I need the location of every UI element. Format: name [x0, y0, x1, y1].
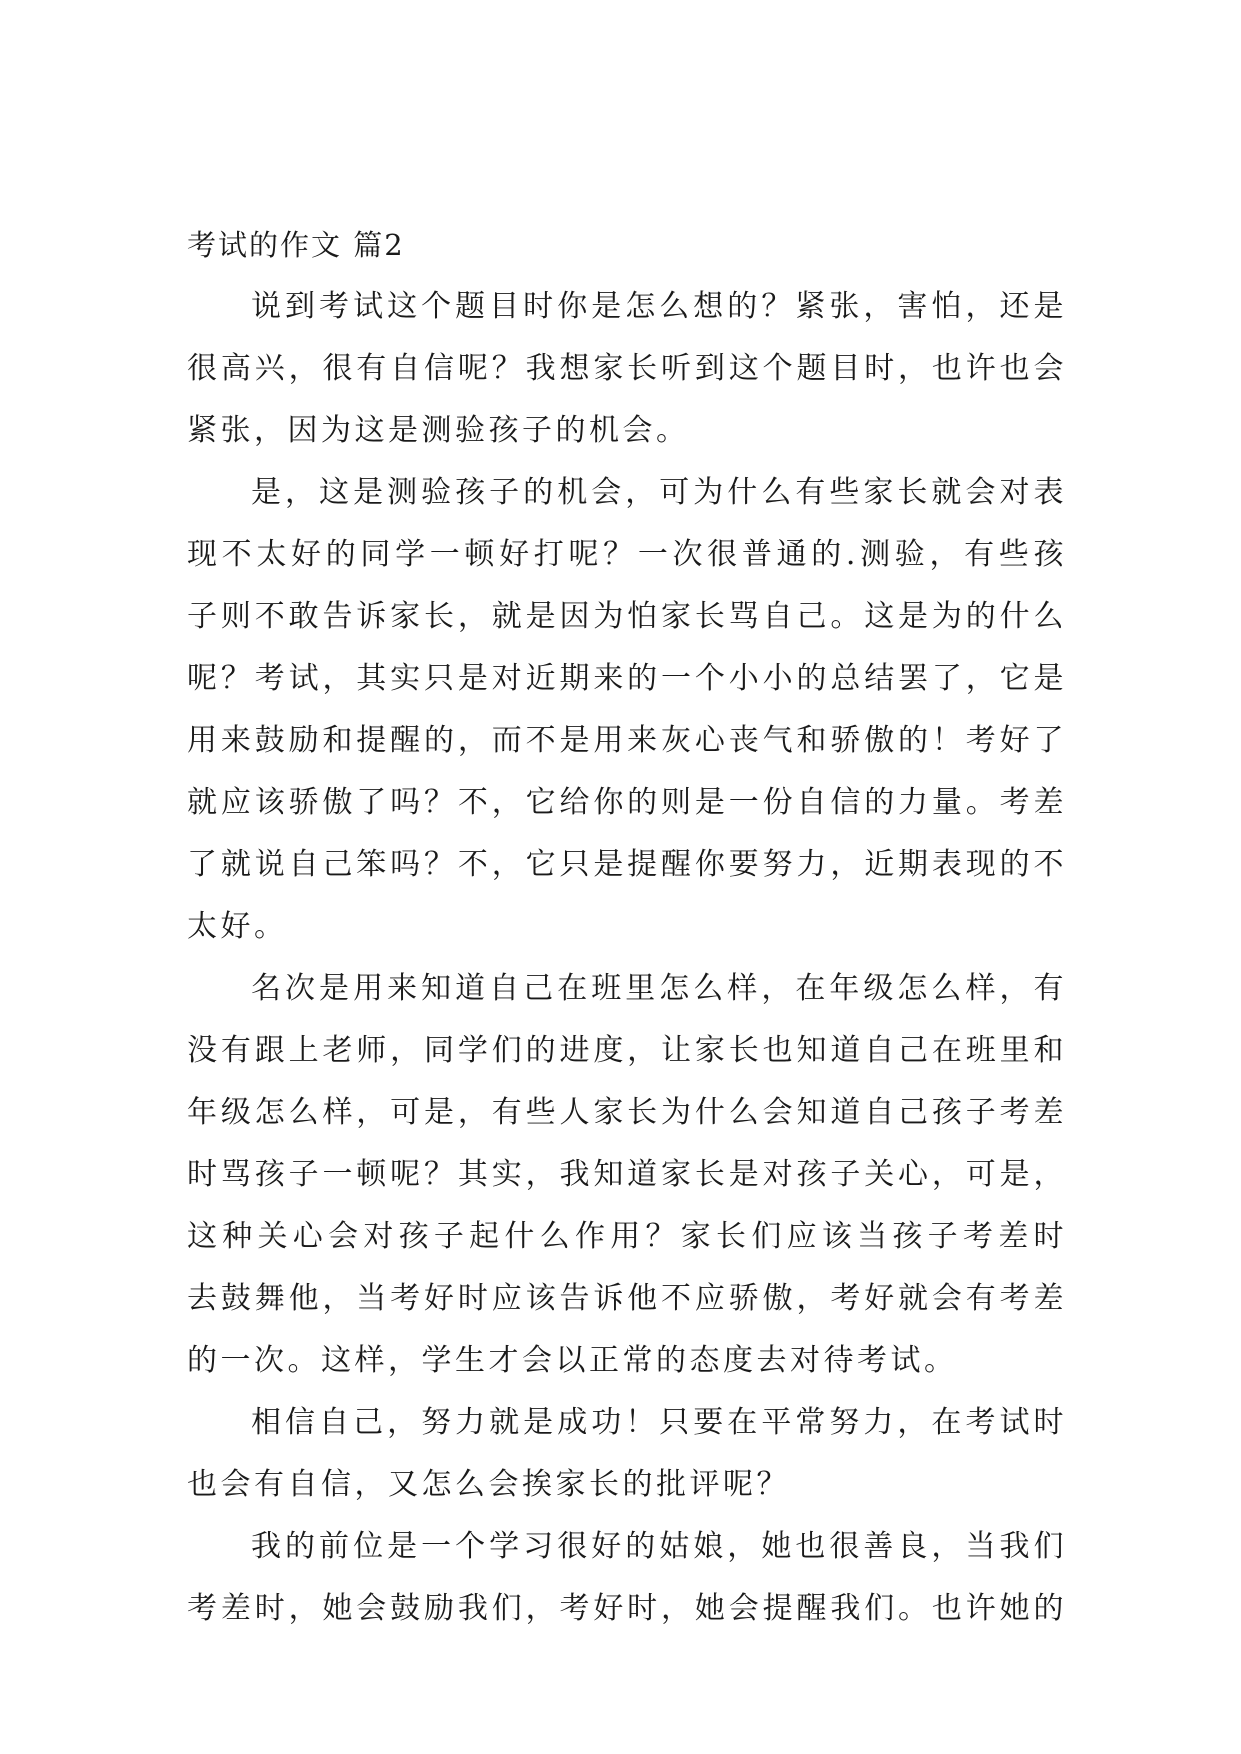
- paragraph-line: 考差时，她会鼓励我们，考好时，她会提醒我们。也许她的: [187, 1591, 1067, 1626]
- document-body: [187, 214, 1067, 1640]
- paragraph-line: 太好。: [187, 909, 288, 944]
- essay-paragraphs: [187, 276, 1067, 1640]
- essay-paragraph: [187, 462, 1067, 958]
- paragraph-line: 说到考试这个题目时你是怎么想的？紧张，害怕，还是: [251, 289, 1067, 324]
- paragraph-line: 用来鼓励和提醒的，而不是用来灰心丧气和骄傲的！考好了: [187, 723, 1067, 758]
- paragraph-line: 了就说自己笨吗？不，它只是提醒你要努力，近期表现的不: [187, 847, 1067, 882]
- paragraph-line: 就应该骄傲了吗？不，它给你的则是一份自信的力量。考差: [187, 785, 1067, 820]
- paragraph-line: 名次是用来知道自己在班里怎么样，在年级怎么样，有: [251, 971, 1067, 1006]
- paragraph-line: 紧张，因为这是测验孩子的机会。: [187, 413, 690, 448]
- paragraph-line: 很高兴，很有自信呢？我想家长听到这个题目时，也许也会: [187, 351, 1067, 386]
- paragraph-line: 现不太好的同学一顿好打呢？一次很普通的.测验，有些孩: [187, 537, 1067, 572]
- paragraph-line: 我的前位是一个学习很好的姑娘，她也很善良，当我们: [251, 1529, 1067, 1564]
- paragraph-line: 没有跟上老师，同学们的进度，让家长也知道自己在班里和: [187, 1033, 1067, 1068]
- paragraph-line: 时骂孩子一顿呢？其实，我知道家长是对孩子关心，可是，: [187, 1157, 1067, 1192]
- paragraph-line: 呢？考试，其实只是对近期来的一个小小的总结罢了，它是: [187, 661, 1067, 696]
- essay-paragraph: [187, 276, 1067, 462]
- paragraph-line: 去鼓舞他，当考好时应该告诉他不应骄傲，考好就会有考差: [187, 1281, 1067, 1316]
- paragraph-line: 相信自己，努力就是成功！只要在平常努力，在考试时: [251, 1405, 1067, 1440]
- paragraph-line: 的一次。这样，学生才会以正常的态度去对待考试。: [187, 1343, 958, 1378]
- essay-paragraph: [187, 1516, 1067, 1640]
- paragraph-line: 是，这是测验孩子的机会，可为什么有些家长就会对表: [251, 475, 1067, 510]
- essay-paragraph: [187, 958, 1067, 1392]
- essay-paragraph: [187, 1392, 1067, 1516]
- paragraph-line: 也会有自信，又怎么会挨家长的批评呢？: [187, 1467, 790, 1502]
- essay-title: 考试的作文 篇2: [187, 228, 405, 262]
- paragraph-line: 这种关心会对孩子起什么作用？家长们应该当孩子考差时: [187, 1219, 1067, 1254]
- paragraph-line: 子则不敢告诉家长，就是因为怕家长骂自己。这是为的什么: [187, 599, 1067, 634]
- paragraph-line: 年级怎么样，可是，有些人家长为什么会知道自己孩子考差: [187, 1095, 1067, 1130]
